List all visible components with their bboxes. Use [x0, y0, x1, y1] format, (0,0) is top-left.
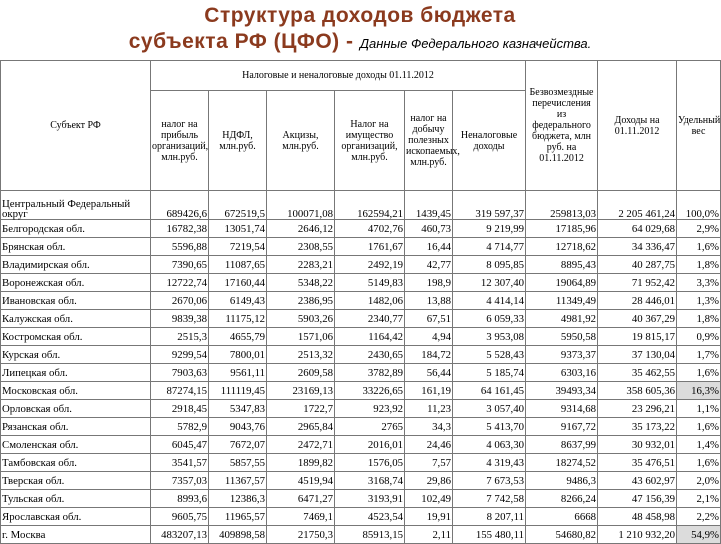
cell-mining: 7,57 — [405, 454, 453, 472]
cell-mining: 42,77 — [405, 256, 453, 274]
cell-name: Ивановская обл. — [1, 292, 151, 310]
cell-income: 35 173,22 — [598, 418, 677, 436]
cell-name: Орловская обл. — [1, 400, 151, 418]
cell-profit: 2918,45 — [151, 400, 209, 418]
cell-excise: 4519,94 — [267, 472, 335, 490]
cell-share: 16,3% — [677, 382, 721, 400]
cell-income: 2 205 461,24 — [598, 191, 677, 220]
cell-nontax: 3 953,08 — [453, 328, 526, 346]
cell-nontax: 8 095,85 — [453, 256, 526, 274]
cell-ndfl: 17160,44 — [209, 274, 267, 292]
cell-property: 4702,76 — [335, 220, 405, 238]
cell-excise: 2609,58 — [267, 364, 335, 382]
cell-ndfl: 672519,5 — [209, 191, 267, 220]
header-profit-tax: налог на прибыль организаций, млн.руб. — [151, 91, 209, 191]
cell-transfers: 5950,58 — [526, 328, 598, 346]
cell-mining: 16,44 — [405, 238, 453, 256]
cell-property: 2016,01 — [335, 436, 405, 454]
cell-share: 1,1% — [677, 400, 721, 418]
cell-excise: 2965,84 — [267, 418, 335, 436]
cell-property: 2765 — [335, 418, 405, 436]
cell-ndfl: 9561,11 — [209, 364, 267, 382]
cell-transfers: 8895,43 — [526, 256, 598, 274]
cell-transfers: 6668 — [526, 508, 598, 526]
cell-income: 23 296,21 — [598, 400, 677, 418]
cell-ndfl: 5347,83 — [209, 400, 267, 418]
cell-name: Центральный Федеральный округ — [1, 191, 151, 220]
title-main: субъекта РФ (ЦФО) - — [128, 30, 354, 53]
cell-profit: 8993,6 — [151, 490, 209, 508]
cell-ndfl: 111119,45 — [209, 382, 267, 400]
cell-income: 34 336,47 — [598, 238, 677, 256]
cell-profit: 3541,57 — [151, 454, 209, 472]
table-row — [1, 472, 721, 490]
cell-transfers: 4981,92 — [526, 310, 598, 328]
cell-excise: 7469,1 — [267, 508, 335, 526]
header-property-tax: Налог на имущество организаций, млн.руб. — [335, 91, 405, 191]
cell-transfers: 39493,34 — [526, 382, 598, 400]
cell-mining: 11,23 — [405, 400, 453, 418]
cell-profit: 5596,88 — [151, 238, 209, 256]
cell-ndfl: 11367,57 — [209, 472, 267, 490]
cell-ndfl: 7219,54 — [209, 238, 267, 256]
cell-nontax: 12 307,40 — [453, 274, 526, 292]
cell-nontax: 4 414,14 — [453, 292, 526, 310]
cell-ndfl: 7800,01 — [209, 346, 267, 364]
cell-transfers: 19064,89 — [526, 274, 598, 292]
cell-income: 40 287,75 — [598, 256, 677, 274]
cell-ndfl: 5857,55 — [209, 454, 267, 472]
cell-transfers: 8266,24 — [526, 490, 598, 508]
cell-name: Калужская обл. — [1, 310, 151, 328]
cell-mining: 56,44 — [405, 364, 453, 382]
cell-excise: 2513,32 — [267, 346, 335, 364]
cell-property: 85913,15 — [335, 526, 405, 544]
cell-excise: 1571,06 — [267, 328, 335, 346]
cell-excise: 1722,7 — [267, 400, 335, 418]
table-row — [1, 454, 721, 472]
cell-share: 1,6% — [677, 364, 721, 382]
cell-mining: 13,88 — [405, 292, 453, 310]
cell-property: 3782,89 — [335, 364, 405, 382]
cell-name: Брянская обл. — [1, 238, 151, 256]
cell-ndfl: 11175,12 — [209, 310, 267, 328]
cell-income: 28 446,01 — [598, 292, 677, 310]
cell-name: Тульская обл. — [1, 490, 151, 508]
cell-income: 71 952,42 — [598, 274, 677, 292]
cell-income: 40 367,29 — [598, 310, 677, 328]
cell-profit: 5782,9 — [151, 418, 209, 436]
cell-nontax: 4 319,43 — [453, 454, 526, 472]
cell-income: 1 210 932,20 — [598, 526, 677, 544]
cell-property: 1482,06 — [335, 292, 405, 310]
cell-profit: 87274,15 — [151, 382, 209, 400]
cell-name: Воронежская обл. — [1, 274, 151, 292]
cell-excise: 6471,27 — [267, 490, 335, 508]
cell-nontax: 64 161,45 — [453, 382, 526, 400]
cell-nontax: 6 059,33 — [453, 310, 526, 328]
cell-share: 1,8% — [677, 310, 721, 328]
cell-property: 2340,77 — [335, 310, 405, 328]
cell-share: 0,9% — [677, 328, 721, 346]
cell-share: 1,3% — [677, 292, 721, 310]
cell-property: 4523,54 — [335, 508, 405, 526]
cell-nontax: 155 480,11 — [453, 526, 526, 544]
cell-name: Ярославская обл. — [1, 508, 151, 526]
cell-profit: 2515,3 — [151, 328, 209, 346]
cell-property: 1164,42 — [335, 328, 405, 346]
cell-transfers: 8637,99 — [526, 436, 598, 454]
cell-share: 1,4% — [677, 436, 721, 454]
cell-property: 2430,65 — [335, 346, 405, 364]
cell-nontax: 5 528,43 — [453, 346, 526, 364]
cell-share: 1,7% — [677, 346, 721, 364]
title-line-1: Структура доходов бюджета — [204, 4, 516, 27]
cell-mining: 4,94 — [405, 328, 453, 346]
cell-name: Рязанская обл. — [1, 418, 151, 436]
table-row — [1, 418, 721, 436]
cell-income: 43 602,97 — [598, 472, 677, 490]
cell-excise: 23169,13 — [267, 382, 335, 400]
header-income: Доходы на 01.11.2012 — [598, 61, 677, 191]
title-line-2 — [0, 30, 720, 54]
cell-excise: 21750,3 — [267, 526, 335, 544]
table-row — [1, 436, 721, 454]
table-row — [1, 508, 721, 526]
cell-transfers: 9314,68 — [526, 400, 598, 418]
cell-profit: 9839,38 — [151, 310, 209, 328]
cell-property: 1761,67 — [335, 238, 405, 256]
cell-transfers: 9486,3 — [526, 472, 598, 490]
cell-mining: 460,73 — [405, 220, 453, 238]
cell-profit: 483207,13 — [151, 526, 209, 544]
cell-mining: 24,46 — [405, 436, 453, 454]
cell-transfers: 9373,37 — [526, 346, 598, 364]
cell-property: 33226,65 — [335, 382, 405, 400]
table-row — [1, 292, 721, 310]
cell-share: 100,0% — [677, 191, 721, 220]
header-share: Удельный вес — [677, 61, 721, 191]
cell-mining: 19,91 — [405, 508, 453, 526]
cell-income: 48 458,98 — [598, 508, 677, 526]
cell-income: 30 932,01 — [598, 436, 677, 454]
table-row — [1, 364, 721, 382]
cell-ndfl: 12386,3 — [209, 490, 267, 508]
table-row — [1, 400, 721, 418]
cell-nontax: 7 673,53 — [453, 472, 526, 490]
header-ndfl: НДФЛ, млн.руб. — [209, 91, 267, 191]
cell-nontax: 3 057,40 — [453, 400, 526, 418]
table-row — [1, 490, 721, 508]
cell-nontax: 319 597,37 — [453, 191, 526, 220]
cell-share: 2,0% — [677, 472, 721, 490]
cell-name: Тверская обл. — [1, 472, 151, 490]
cell-nontax: 8 207,11 — [453, 508, 526, 526]
title-subtitle: Данные Федерального казначейства. — [359, 36, 592, 51]
cell-excise: 2283,21 — [267, 256, 335, 274]
cell-nontax: 9 219,99 — [453, 220, 526, 238]
cell-ndfl: 7672,07 — [209, 436, 267, 454]
table-row — [1, 238, 721, 256]
cell-share: 1,8% — [677, 256, 721, 274]
cell-ndfl: 13051,74 — [209, 220, 267, 238]
cell-mining: 29,86 — [405, 472, 453, 490]
cell-excise: 1899,82 — [267, 454, 335, 472]
cell-transfers: 17185,96 — [526, 220, 598, 238]
cell-ndfl: 11965,57 — [209, 508, 267, 526]
cell-name: Смоленская обл. — [1, 436, 151, 454]
header-tax-group: Налоговые и неналоговые доходы 01.11.2012 — [151, 61, 526, 91]
header-transfers: Безвозмездные перечисления из федерального бюджета, млн руб. на 01.11.2012 — [526, 61, 598, 191]
cell-share: 1,6% — [677, 454, 721, 472]
cell-mining: 161,19 — [405, 382, 453, 400]
table-row — [1, 274, 721, 292]
cell-excise: 2472,71 — [267, 436, 335, 454]
cell-profit: 12722,74 — [151, 274, 209, 292]
cell-mining: 184,72 — [405, 346, 453, 364]
cell-share: 2,9% — [677, 220, 721, 238]
header-mining-tax: налог на добычу полезных ископаемых, млн.руб. — [405, 91, 453, 191]
cell-share: 2,2% — [677, 508, 721, 526]
cell-profit: 689426,6 — [151, 191, 209, 220]
cell-income: 358 605,36 — [598, 382, 677, 400]
cell-profit: 7903,63 — [151, 364, 209, 382]
table-row — [1, 526, 721, 544]
cell-property: 2492,19 — [335, 256, 405, 274]
cell-profit: 2670,06 — [151, 292, 209, 310]
cell-property: 3168,74 — [335, 472, 405, 490]
cell-property: 1576,05 — [335, 454, 405, 472]
cell-profit: 6045,47 — [151, 436, 209, 454]
cell-income: 35 476,51 — [598, 454, 677, 472]
cell-name: Липецкая обл. — [1, 364, 151, 382]
cell-share: 1,6% — [677, 418, 721, 436]
cell-property: 5149,83 — [335, 274, 405, 292]
cell-property: 923,92 — [335, 400, 405, 418]
cell-excise: 100071,08 — [267, 191, 335, 220]
cell-name: Курская обл. — [1, 346, 151, 364]
cell-profit: 7390,65 — [151, 256, 209, 274]
budget-table — [0, 60, 721, 544]
cell-mining: 2,11 — [405, 526, 453, 544]
cell-excise: 2308,55 — [267, 238, 335, 256]
table-row — [1, 346, 721, 364]
cell-excise: 5903,26 — [267, 310, 335, 328]
cell-income: 64 029,68 — [598, 220, 677, 238]
table-row — [1, 310, 721, 328]
cell-name: Костромская обл. — [1, 328, 151, 346]
cell-transfers: 6303,16 — [526, 364, 598, 382]
cell-nontax: 4 063,30 — [453, 436, 526, 454]
cell-property: 162594,21 — [335, 191, 405, 220]
cell-share: 2,1% — [677, 490, 721, 508]
cell-nontax: 7 742,58 — [453, 490, 526, 508]
table-row — [1, 220, 721, 238]
cell-income: 37 130,04 — [598, 346, 677, 364]
cell-transfers: 259813,03 — [526, 191, 598, 220]
cell-name: Тамбовская обл. — [1, 454, 151, 472]
table-row — [1, 191, 721, 220]
cell-profit: 9605,75 — [151, 508, 209, 526]
cell-profit: 7357,03 — [151, 472, 209, 490]
cell-mining: 67,51 — [405, 310, 453, 328]
cell-share: 3,3% — [677, 274, 721, 292]
cell-name: Белгородская обл. — [1, 220, 151, 238]
cell-profit: 9299,54 — [151, 346, 209, 364]
cell-transfers: 18274,52 — [526, 454, 598, 472]
cell-excise: 2386,95 — [267, 292, 335, 310]
cell-share: 1,6% — [677, 238, 721, 256]
cell-mining: 102,49 — [405, 490, 453, 508]
cell-income: 35 462,55 — [598, 364, 677, 382]
cell-share: 54,9% — [677, 526, 721, 544]
table-row — [1, 256, 721, 274]
header-subject: Субъект РФ — [1, 61, 151, 191]
cell-income: 19 815,17 — [598, 328, 677, 346]
cell-ndfl: 9043,76 — [209, 418, 267, 436]
cell-ndfl: 6149,43 — [209, 292, 267, 310]
cell-nontax: 5 413,70 — [453, 418, 526, 436]
cell-transfers: 54680,82 — [526, 526, 598, 544]
cell-nontax: 4 714,77 — [453, 238, 526, 256]
header-nontax: Неналоговые доходы — [453, 91, 526, 191]
header-excise: Акцизы, млн.руб. — [267, 91, 335, 191]
cell-name: г. Москва — [1, 526, 151, 544]
cell-excise: 2646,12 — [267, 220, 335, 238]
cell-transfers: 11349,49 — [526, 292, 598, 310]
cell-ndfl: 4655,79 — [209, 328, 267, 346]
cell-mining: 34,3 — [405, 418, 453, 436]
cell-income: 47 156,39 — [598, 490, 677, 508]
cell-mining: 198,9 — [405, 274, 453, 292]
cell-name: Московская обл. — [1, 382, 151, 400]
table-row — [1, 328, 721, 346]
cell-ndfl: 409898,58 — [209, 526, 267, 544]
table-row — [1, 382, 721, 400]
cell-profit: 16782,38 — [151, 220, 209, 238]
cell-nontax: 5 185,74 — [453, 364, 526, 382]
cell-ndfl: 11087,65 — [209, 256, 267, 274]
cell-transfers: 9167,72 — [526, 418, 598, 436]
cell-property: 3193,91 — [335, 490, 405, 508]
cell-mining: 1439,45 — [405, 191, 453, 220]
cell-transfers: 12718,62 — [526, 238, 598, 256]
cell-name: Владимирская обл. — [1, 256, 151, 274]
cell-excise: 5348,22 — [267, 274, 335, 292]
